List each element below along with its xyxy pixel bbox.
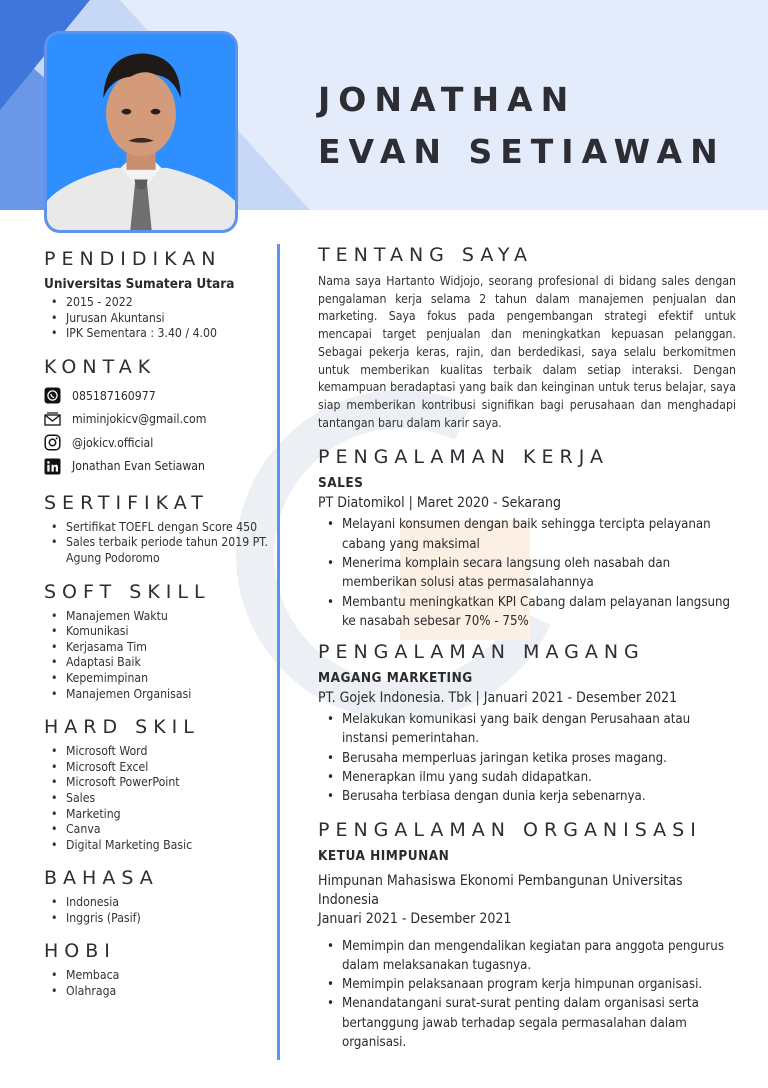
internship-list	[318, 710, 736, 806]
languages-list	[44, 895, 270, 926]
list-item: • Membantu meningkatkan KPI Cabang dalam pelayanan langsung ke nasabah sebesar 70% - 75%	[318, 593, 736, 632]
contact-email[interactable]	[44, 407, 270, 431]
candidate-name	[318, 74, 748, 178]
list-item: • Digital Marketing Basic	[44, 838, 270, 854]
contact-heading: KONTAK	[44, 355, 157, 378]
work-list	[318, 515, 736, 631]
list-item: • Canva	[44, 822, 270, 838]
soft-skill-heading: SOFT SKILL	[44, 580, 211, 603]
list-item: • Melayani konsumen dengan baik sehingga tercipta pelayanan cabang yang maksimal	[318, 515, 736, 554]
about-text: Nama saya Hartanto Widjojo, seorang profesional di bidang sales dengan pengalaman kerja selama 2 tahun dalam manajemen penjualan dan marketing. Saya fokus pada pengembangan strategi efektif untuk mencapai target penjualan dan meningkatkan kepuasan pelanggan. Sebagai pekerja keras, rajin, dan berdedikasi, saya selalu berkomitmen untuk memberikan kualitas terbaik dalam setiap interaksi. Dengan kemampuan beradaptasi yang baik dan keinginan untuk terus belajar, saya siap memberikan kontribusi signifikan bagi perusahaan dan menghadapi tantangan baru dalam karir saya.	[318, 274, 736, 430]
list-item: • Jurusan Akuntansi	[44, 311, 270, 327]
contact-instagram[interactable]	[44, 431, 270, 455]
organization-period: Januari 2021 - Desember 2021	[318, 910, 512, 927]
list-item: • Sales	[44, 791, 270, 807]
list-item: • Menerapkan ilmu yang sudah didapatkan.	[318, 768, 736, 787]
languages-heading: BAHASA	[44, 867, 159, 890]
profile-photo	[44, 31, 238, 233]
list-item: • Memimpin dan mengendalikan kegiatan para anggota pengurus dalam melaksanakan tugasnya.	[318, 937, 736, 976]
column-divider	[277, 244, 280, 1060]
hard-skill-list	[44, 744, 270, 853]
list-item: • Manajemen Organisasi	[44, 687, 270, 703]
list-item: • 2015 - 2022	[44, 295, 270, 311]
list-item: • Memimpin pelaksanaan program kerja himpunan organisasi.	[318, 975, 736, 994]
list-item: • Komunikasi	[44, 624, 270, 640]
internship-title: MAGANG MARKETING	[318, 670, 473, 687]
organization-title: KETUA HIMPUNAN	[318, 847, 450, 864]
contact-text: Jonathan Evan Setiawan	[72, 459, 205, 474]
instagram-icon	[44, 434, 61, 451]
left-column	[44, 248, 270, 1000]
education-heading: PENDIDIKAN	[44, 248, 222, 270]
work-heading: PENGALAMAN KERJA	[318, 446, 609, 469]
certificates-list	[44, 520, 270, 567]
list-item: • Olahraga	[44, 984, 270, 1000]
name-line-2: EVAN SETIAWAN	[318, 132, 726, 171]
internship-org: PT. Gojek Indonesia. Tbk | Januari 2021 - Desember 2021	[318, 690, 678, 707]
list-item: • Kepemimpinan	[44, 671, 270, 687]
contact-text: @jokicv.official	[72, 435, 154, 450]
organization-org: Himpunan Mahasiswa Ekonomi Pembangunan Universitas Indonesia	[318, 872, 683, 908]
list-item: • Microsoft PowerPoint	[44, 775, 270, 791]
hobbies-list	[44, 968, 270, 999]
list-item: • Sales terbaik periode tahun 2019 PT. Agung Podoromo	[44, 535, 270, 566]
organization-list	[318, 937, 736, 1053]
list-item: • Melakukan komunikasi yang baik dengan Perusahaan atau instansi pemerintahan.	[318, 710, 736, 749]
education-school: Universitas Sumatera Utara	[44, 276, 235, 292]
internship-heading: PENGALAMAN MAGANG	[318, 641, 645, 664]
contact-text: 085187160977	[72, 388, 156, 403]
email-icon	[44, 411, 61, 428]
name-line-1: JONATHAN	[318, 80, 577, 119]
linkedin-icon	[44, 458, 61, 475]
contact-phone[interactable]	[44, 384, 270, 408]
list-item: • Indonesia	[44, 895, 270, 911]
list-item: • Menerima komplain secara langsung oleh nasabah dan memberikan solusi atas permasalahannya	[318, 554, 736, 593]
education-list	[44, 295, 270, 342]
about-heading: TENTANG SAYA	[318, 244, 533, 266]
hobbies-heading: HOBI	[44, 940, 116, 963]
work-org: PT Diatomikol | Maret 2020 - Sekarang	[318, 495, 561, 512]
hard-skill-heading: HARD SKIL	[44, 716, 200, 739]
work-title: SALES	[318, 475, 364, 492]
certificates-heading: SERTIFIKAT	[44, 491, 209, 514]
contact-linkedin[interactable]	[44, 454, 270, 478]
whatsapp-icon	[44, 387, 61, 404]
soft-skill-list	[44, 609, 270, 703]
list-item: • Sertifikat TOEFL dengan Score 450	[44, 520, 270, 536]
list-item: • Microsoft Excel	[44, 760, 270, 776]
list-item: • Menandatangani surat-surat penting dalam organisasi serta bertanggung jawab terhadap segala permasalahan dalam organisasi.	[318, 994, 736, 1052]
list-item: • Berusaha memperluas jaringan ketika proses magang.	[318, 749, 736, 768]
list-item: • IPK Sementara : 3.40 / 4.00	[44, 326, 270, 342]
contact-text: miminjokicv@gmail.com	[72, 412, 207, 427]
list-item: • Adaptasi Baik	[44, 655, 270, 671]
organization-heading: PENGALAMAN ORGANISASI	[318, 818, 702, 841]
list-item: • Membaca	[44, 968, 270, 984]
list-item: • Kerjasama Tim	[44, 640, 270, 656]
list-item: • Manajemen Waktu	[44, 609, 270, 625]
list-item: • Inggris (Pasif)	[44, 911, 270, 927]
right-column	[318, 244, 736, 1052]
list-item: • Marketing	[44, 807, 270, 823]
list-item: • Microsoft Word	[44, 744, 270, 760]
list-item: • Berusaha terbiasa dengan dunia kerja sebenarnya.	[318, 787, 736, 806]
